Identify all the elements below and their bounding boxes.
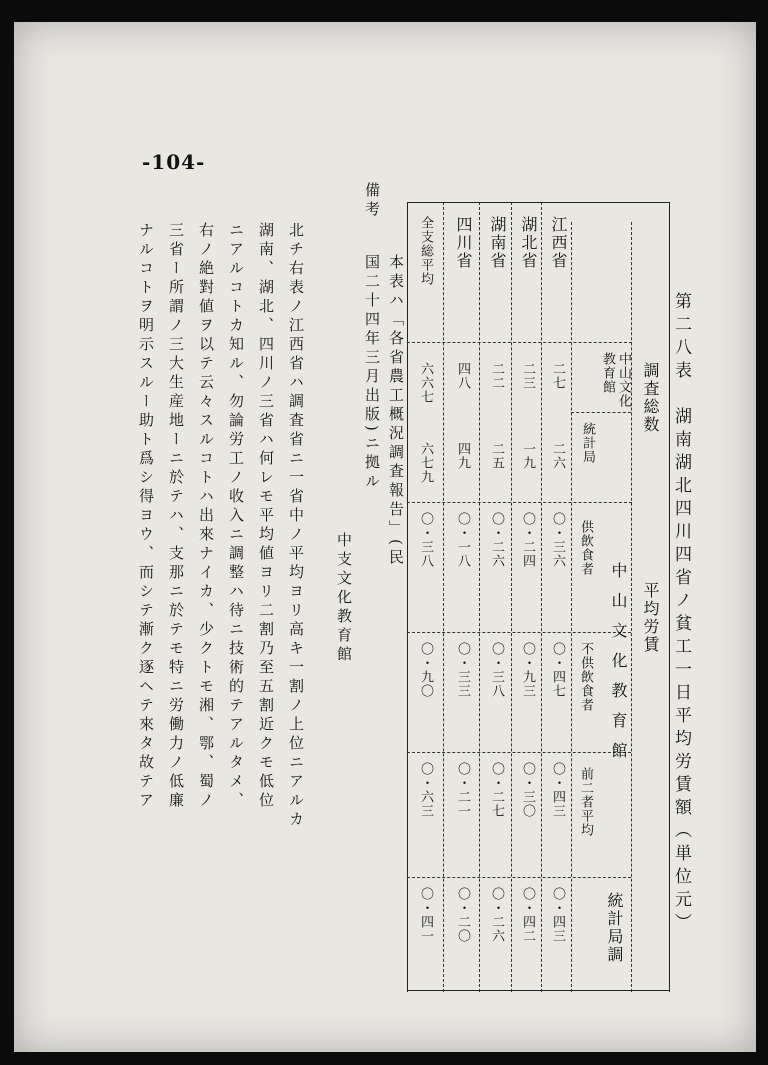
col-sep [479, 202, 480, 992]
note-line-8: ナルコトヲ明示スルー助ト爲シ得ヨウ、而シテ漸ク逐ヘテ來タ故テア [137, 222, 155, 811]
row-sep-wage2 [407, 752, 631, 753]
table-title: 第二八表 湖南湖北四川四省ノ貧工一日平均労賃額（単位元） [671, 292, 691, 936]
col-sep [541, 202, 542, 992]
cell: 〇・三八 [418, 512, 433, 568]
col-sep [511, 202, 512, 992]
row-name: 湖南省 [488, 216, 507, 270]
cell: 〇・二六 [489, 512, 504, 568]
cell: 二七 [550, 362, 565, 390]
cell: 〇・九三 [520, 642, 535, 698]
col-sep [631, 222, 632, 992]
note-line-1: 本表ハ「各省農工概況調査報告」(民国二十四年三月出版)ニ拠ル [363, 254, 405, 568]
cell: 〇・三三 [455, 642, 470, 698]
header-survey: 調査総数 [641, 362, 660, 434]
wage-table [407, 202, 670, 992]
cell: 〇・一八 [455, 512, 470, 568]
row-name: 湖北省 [519, 216, 538, 270]
cell: 二六 [550, 442, 565, 470]
note-line-6: 右ノ絶對値ヲ以テ云々スルコトハ出來ナイカ、少クトモ湘、鄂、蜀ノ [197, 222, 215, 811]
header-subcol-2: 統計局 [580, 422, 595, 464]
document-page [14, 22, 756, 1052]
cell: 二三 [520, 362, 535, 390]
cell: 一九 [520, 442, 535, 470]
cell: 〇・二六 [489, 887, 504, 943]
header-wage-sub-2: 不供飲食者 [578, 642, 593, 712]
note-line-2: 中支文化教育館 [335, 532, 353, 665]
cell: 〇・二四 [520, 512, 535, 568]
cell: 〇・四七 [550, 642, 565, 698]
page-number: -104- [142, 150, 206, 174]
cell: 〇・九〇 [418, 642, 433, 698]
note-line-4: 湖南、湖北、四川ノ三省ハ何レモ平均値ヨリ二割乃至五割近クモ低位 [257, 222, 275, 811]
header-subcol-1: 中山文化 教育館 [600, 352, 631, 408]
note-label: 備考 [363, 182, 381, 220]
header-wage-sub-3: 前二者平均 [578, 767, 593, 837]
col-sep [443, 202, 444, 992]
cell: 〇・四三 [550, 887, 565, 943]
cell: 〇・六三 [418, 762, 433, 818]
cell: 〇・二〇 [455, 887, 470, 943]
row-sep-wage1 [407, 632, 631, 633]
row-name: 全支総平均 [418, 216, 433, 286]
header-wage-group: 中山文化教育館 [609, 562, 628, 772]
table-border-right [669, 202, 670, 992]
note-line-3: 北チ右表ノ江西省ハ調査省ニ一省中ノ平均ヨリ高キ一割ノ上位ニアルカ [287, 222, 305, 830]
cell: 〇・三〇 [520, 762, 535, 818]
cell: 六七九 [418, 442, 433, 484]
cell: 二二 [489, 362, 504, 390]
row-sep-wage3 [407, 877, 631, 878]
cell: 〇・四一 [418, 887, 433, 943]
row-name: 江西省 [549, 216, 568, 270]
row-sep-survey-sub [571, 412, 631, 413]
note-line-7: 三省ー所謂ノ三大生産地ーニ於テハ、支那ニ於テモ特ニ労働力ノ低廉 [167, 222, 185, 811]
cell: 二五 [489, 442, 504, 470]
cell: 四八 [455, 362, 470, 390]
cell: 〇・三六 [550, 512, 565, 568]
cell: 〇・三八 [489, 642, 504, 698]
table-border-top [407, 202, 670, 203]
header-wage-sub-1: 供飲食者 [578, 520, 593, 576]
note-line-5: ニアルコトカ知ル、勿論労工ノ收入ニ調整ハ待ニ技術的テアルタメ、 [227, 222, 245, 811]
header-wage-stats: 統計局調 [605, 892, 624, 964]
cell: 〇・二一 [455, 762, 470, 818]
cell: 四九 [455, 442, 470, 470]
cell: 六六七 [418, 362, 433, 404]
cell: 〇・二七 [489, 762, 504, 818]
row-sep-stub [407, 342, 632, 343]
row-sep-survey [407, 502, 632, 503]
row-name: 四川省 [454, 216, 473, 270]
cell: 〇・四二 [520, 887, 535, 943]
header-wage-1: 平均労賃 [641, 582, 660, 654]
cell: 〇・四三 [550, 762, 565, 818]
